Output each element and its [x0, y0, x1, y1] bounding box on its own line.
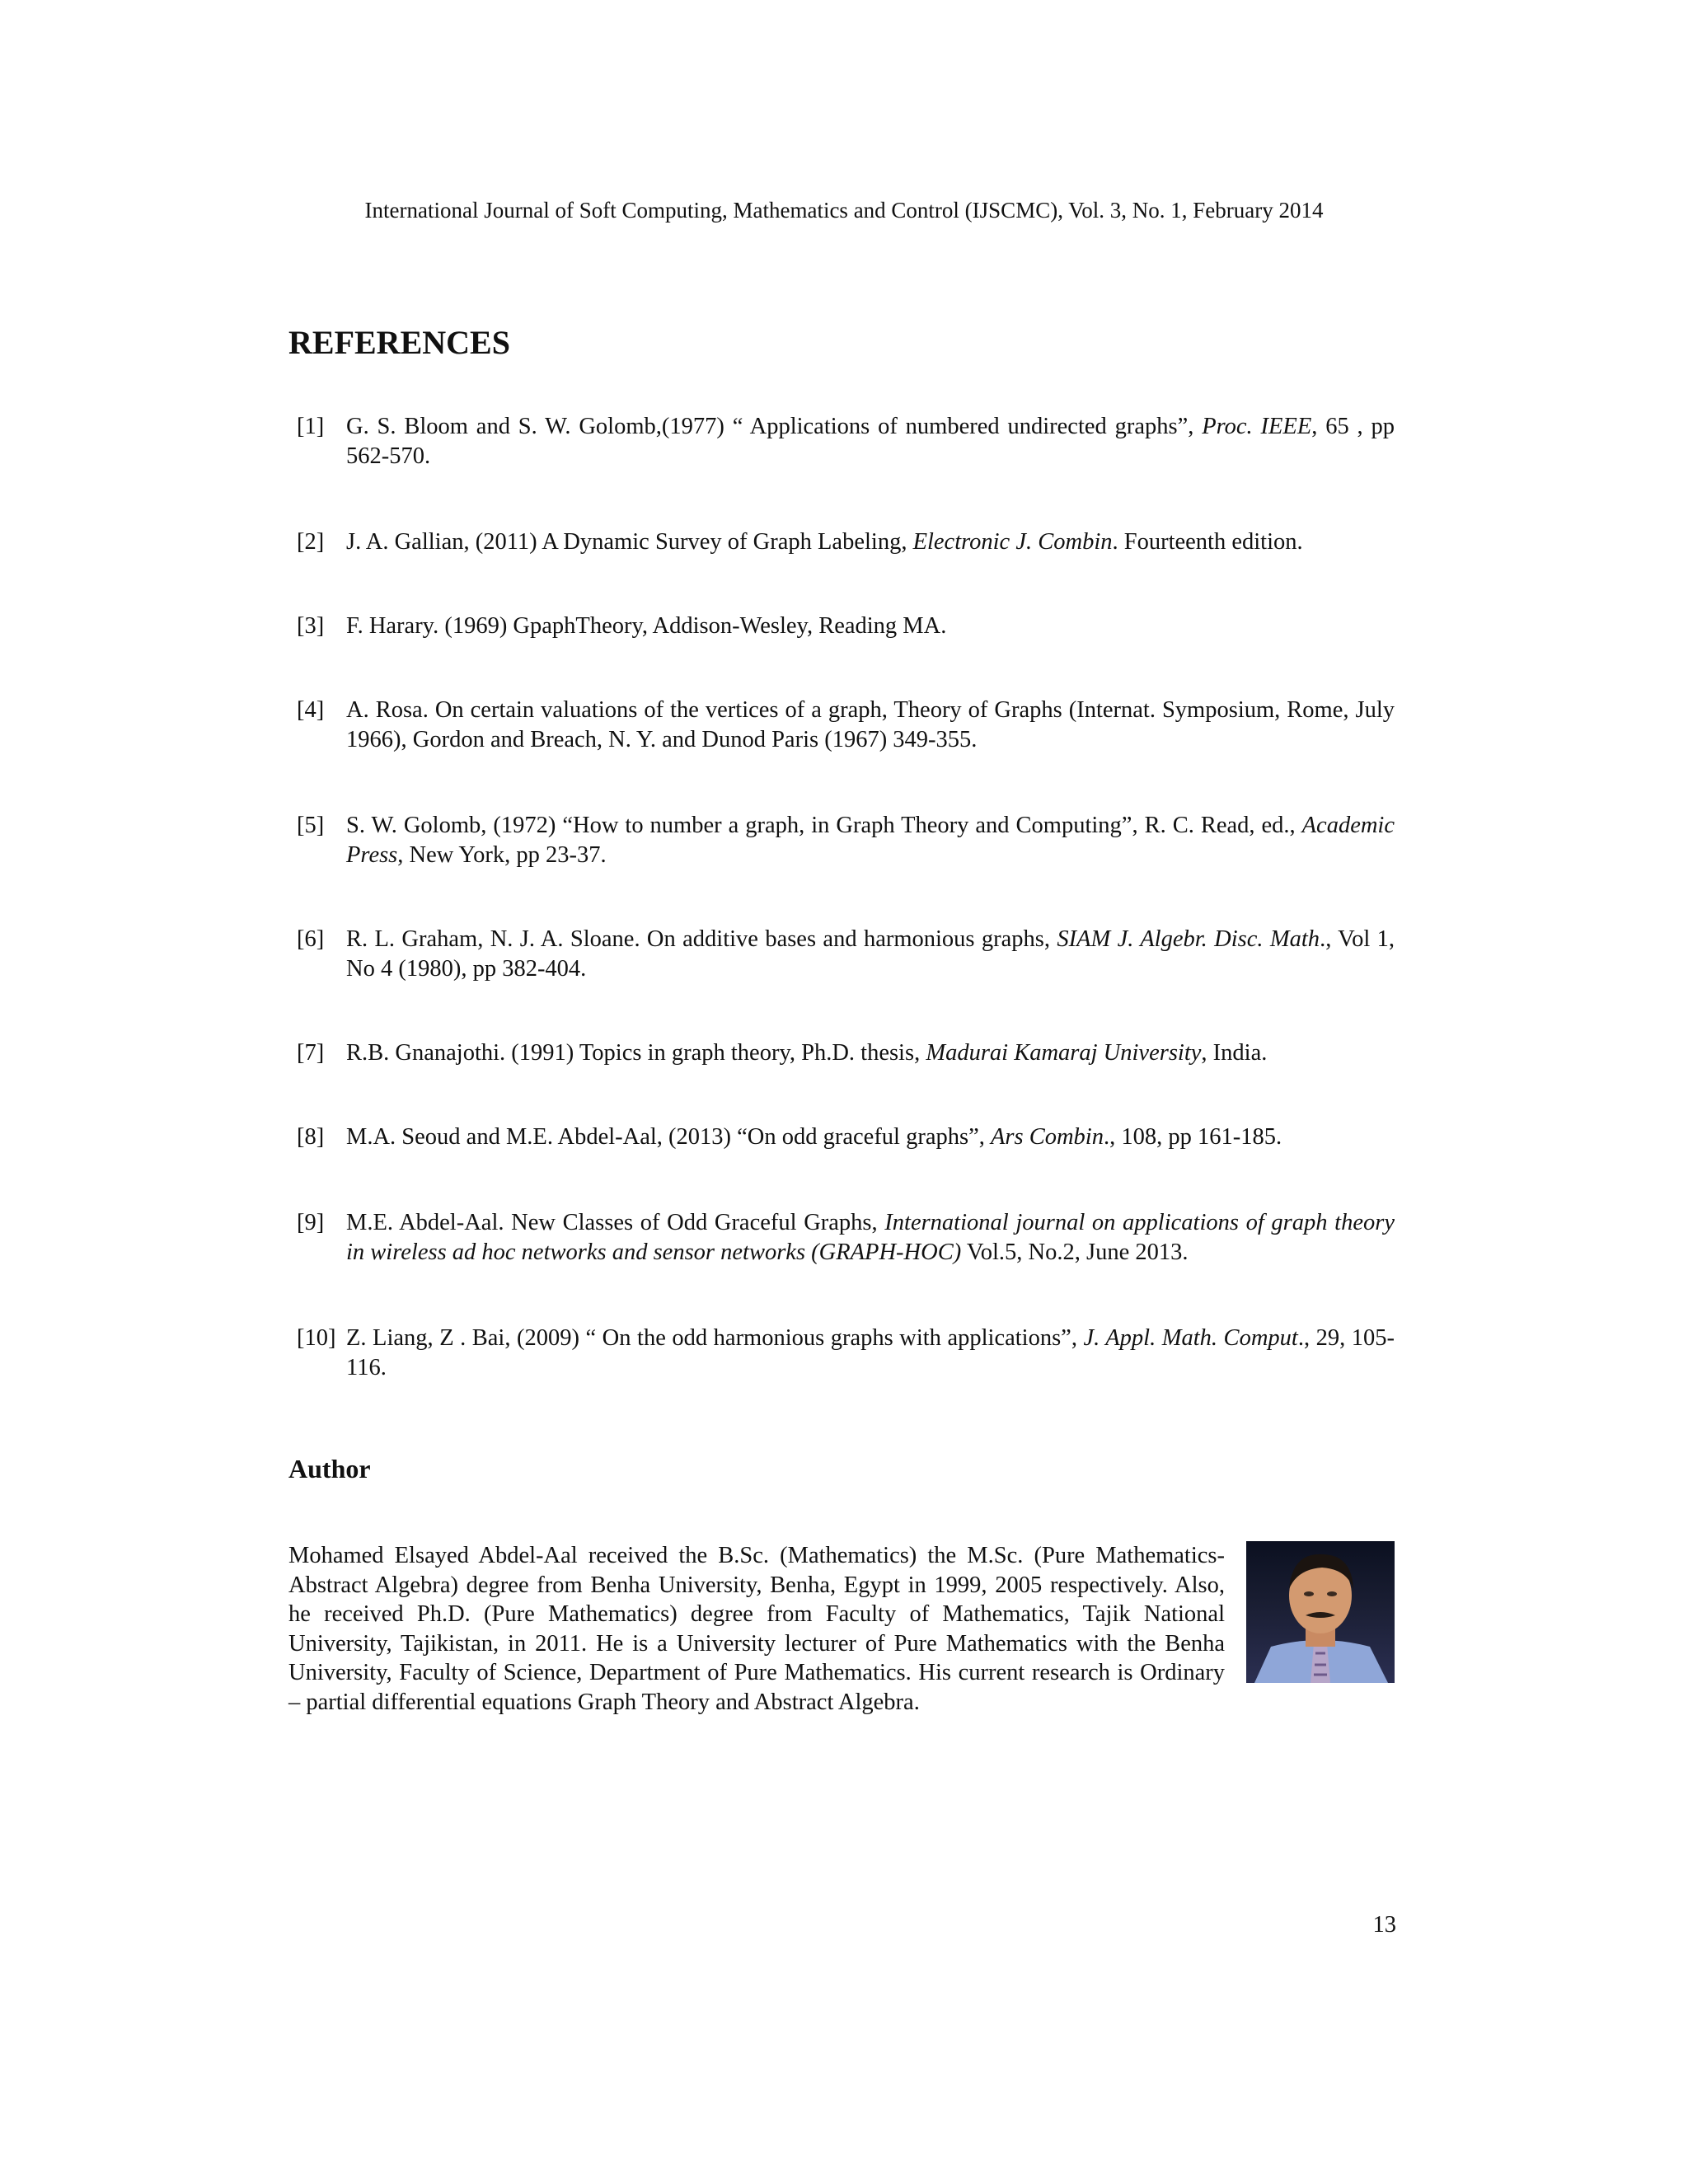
reference-text: F. Harary. (1969) GpaphTheory, Addison-Wesley, Reading MA. [346, 613, 947, 639]
reference-item [297, 1038, 1395, 1068]
reference-number: [2] [297, 529, 325, 555]
reference-text: G. S. Bloom and S. W. Golomb,(1977) “ Applications of numbered undirected graphs”, [346, 414, 1203, 439]
page-number: 13 [1372, 1912, 1396, 1938]
reference-item [297, 696, 1395, 755]
reference-text: M.A. Seoud and M.E. Abdel-Aal, (2013) “On odd graceful graphs”, [346, 1124, 991, 1150]
reference-source: Madurai Kamaraj University [926, 1040, 1202, 1066]
reference-number: [7] [297, 1040, 325, 1066]
reference-text: Z. Liang, Z . Bai, (2009) “ On the odd harmonious graphs with applications”, [346, 1325, 1084, 1351]
reference-number: [1] [297, 414, 325, 439]
reference-text: Vol.5, No.2, June 2013. [961, 1240, 1189, 1265]
reference-item [297, 925, 1395, 984]
reference-source: SIAM J. Algebr. Disc. Math [1057, 926, 1320, 952]
reference-text: A. Rosa. On certain valuations of the vertices of a graph, Theory of Graphs (Internat. Symposium, Rome, July 1966), Gordon and Breach, N. Y. and Dunod Paris (1967) 349-355. [346, 697, 1395, 752]
reference-text: ., 108, pp 161-185. [1103, 1124, 1282, 1150]
reference-number: [10] [297, 1325, 336, 1351]
reference-item [297, 1324, 1395, 1383]
reference-item [297, 412, 1395, 471]
reference-item [297, 527, 1395, 557]
references-list [297, 412, 1395, 1383]
reference-source: Proc. IEEE [1202, 414, 1312, 439]
reference-text: ., 29, 105-116. [346, 1325, 1395, 1380]
reference-item [297, 1208, 1395, 1268]
reference-item [297, 1122, 1395, 1152]
reference-source: Ars Combin [990, 1124, 1104, 1150]
reference-source: Academic Press [346, 813, 1395, 868]
reference-number: [5] [297, 813, 325, 838]
reference-number: [4] [297, 697, 325, 723]
reference-source: Electronic J. Combin [912, 529, 1113, 555]
reference-number: [6] [297, 926, 325, 952]
reference-number: [3] [297, 613, 325, 639]
author-bio-text: Mohamed Elsayed Abdel-Aal received the B.Sc. (Mathematics) the M.Sc. (Pure Mathematics- Abstract Algebra) degree from Benha University, Benha, Egypt in 1999, 2005 respectively. Also, he received Ph.D. (Pure Mathematics) degree from Faculty of Mathematics, Tajik National University, Tajikistan, in 2011. He is a University lecturer of Pure Mathematics with the Benha University, Faculty of Science, Department of Pure Mathematics. His current research is Ordinary – partial differential equations Graph Theory and Abstract Algebra. [288, 1543, 1225, 1715]
reference-text: M.E. Abdel-Aal. New Classes of Odd Graceful Graphs, [346, 1210, 885, 1235]
reference-text: , New York, pp 23-37. [397, 842, 607, 868]
reference-source: J. Appl. Math. Comput [1083, 1325, 1298, 1351]
reference-text: R. L. Graham, N. J. A. Sloane. On additive bases and harmonious graphs, [346, 926, 1057, 952]
references-heading: REFERENCES [288, 324, 510, 361]
reference-text: , 65 , pp 562-570. [346, 414, 1395, 469]
reference-text: ., Vol 1, No 4 (1980), pp 382-404. [346, 926, 1395, 982]
reference-text: , India. [1201, 1040, 1268, 1066]
reference-number: [9] [297, 1210, 325, 1235]
author-photo [1246, 1541, 1395, 1683]
reference-number: [8] [297, 1124, 325, 1150]
author-section [288, 1541, 1395, 1717]
reference-text: S. W. Golomb, (1972) “How to number a graph, in Graph Theory and Computing”, R. C. Read, ed., [346, 813, 1302, 838]
reference-item [297, 612, 1395, 641]
reference-text: R.B. Gnanajothi. (1991) Topics in graph theory, Ph.D. thesis, [346, 1040, 926, 1066]
reference-source: International journal on applications of graph theory in wireless ad hoc networks and sensor networks (GRAPH-HOC) [346, 1210, 1395, 1265]
reference-item [297, 811, 1395, 870]
author-heading: Author [288, 1454, 371, 1483]
reference-text: J. A. Gallian, (2011) A Dynamic Survey of Graph Labeling, [346, 529, 913, 555]
running-header: International Journal of Soft Computing, Mathematics and Control (IJSCMC), Vol. 3, No. 1, February 2014 [364, 198, 1324, 223]
reference-text: . Fourteenth edition. [1112, 529, 1303, 555]
